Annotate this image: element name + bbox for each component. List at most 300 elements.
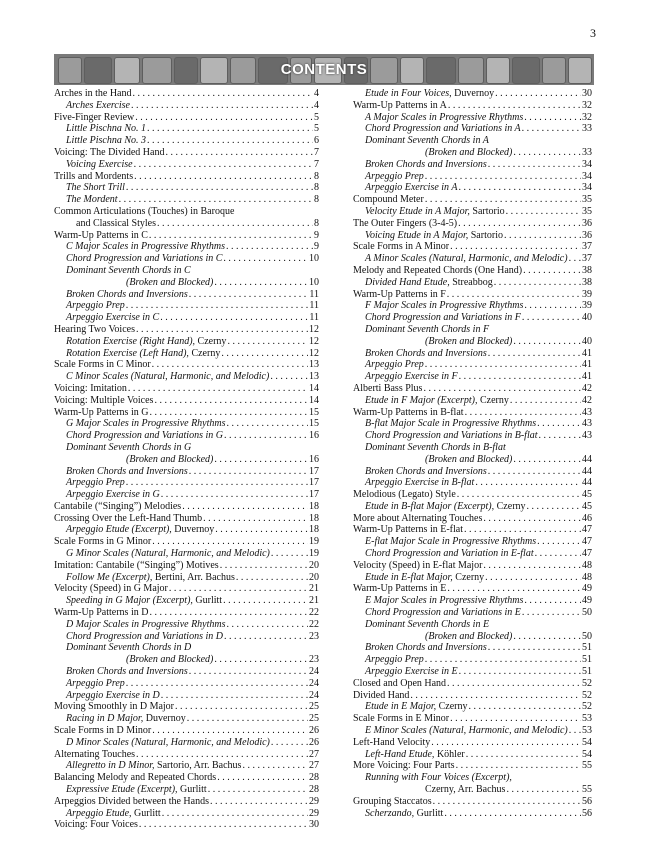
toc-entry-title-text: Melody and Repeated Chords (One Hand) — [353, 264, 523, 276]
dot-leader — [214, 654, 308, 666]
dot-leader — [524, 595, 581, 607]
toc-entry-title — [365, 808, 443, 820]
toc-entry-page: 34 — [582, 182, 592, 194]
toc-entry — [353, 430, 592, 442]
toc-entry-title-text: Voicing: Imitation — [54, 382, 127, 394]
toc-entry — [353, 501, 592, 513]
toc-entry-title — [365, 230, 503, 242]
toc-entry-title-italic: Rotation Exercise (Left Hand), — [66, 347, 189, 359]
toc-entry-title-italic: Broken Chords and Inversions — [365, 347, 487, 359]
toc-entry — [353, 336, 592, 348]
toc-entry-page: 41 — [582, 347, 592, 359]
toc-entry-page: 28 — [309, 784, 319, 796]
toc-entry — [353, 194, 592, 206]
toc-entry-title-text: Duvernoy — [171, 524, 215, 536]
toc-entry-title — [425, 147, 512, 159]
dot-leader — [227, 619, 308, 631]
toc-entry — [54, 548, 319, 560]
toc-entry — [353, 171, 592, 183]
toc-entry-page: 41 — [582, 359, 592, 371]
toc-entry-title — [365, 430, 538, 442]
toc-entry — [353, 289, 592, 301]
toc-entry-title-text: Cantabile (“Singing”) Melodies — [54, 500, 182, 512]
toc-entry-title-text: Czerny — [452, 571, 485, 583]
toc-entry-page: 48 — [582, 559, 592, 571]
contents-banner — [54, 54, 594, 85]
dot-leader — [149, 407, 308, 419]
toc-entry — [54, 572, 319, 584]
toc-entry-title-italic: D Major Scales in Progressive Rhythms — [66, 618, 226, 630]
toc-entry — [353, 513, 592, 525]
toc-entry-page: 16 — [309, 430, 319, 442]
toc-entry-page: 14 — [309, 382, 319, 394]
toc-entry-title — [353, 713, 449, 725]
toc-entry-title — [353, 241, 449, 253]
toc-entry — [353, 418, 592, 430]
toc-entry-title-italic: Arpeggio Prep — [365, 654, 424, 666]
toc-entry-title — [353, 383, 422, 395]
dot-leader — [226, 241, 313, 253]
toc-entry-title-italic: Etude in E-flat Major, — [365, 571, 453, 583]
toc-entry-title-text: Arches in the Hand — [54, 88, 132, 99]
toc-entry-page: 51 — [582, 642, 592, 654]
toc-entry-title — [54, 536, 151, 548]
toc-entry-title — [365, 312, 521, 324]
toc-entry-title-italic: E Major Scales in Progressive Rhythms — [365, 595, 524, 607]
dot-leader — [136, 324, 308, 336]
toc-entry — [54, 312, 319, 324]
toc-entry-title — [365, 418, 536, 430]
toc-entry-title-italic: D Minor Scales (Natural, Harmonic, and Melodic) — [66, 736, 270, 748]
toc-entry-title-italic: Arches Exercise — [66, 99, 130, 111]
toc-entry-page: 40 — [582, 335, 592, 347]
dot-leader — [161, 489, 308, 501]
toc-entry — [54, 631, 319, 643]
toc-entry — [353, 701, 592, 713]
toc-entry-title-text: Sartorio, Arr. Bachus — [154, 760, 242, 772]
toc-entry-title-italic: Broken Chords and Inversions — [66, 465, 188, 477]
toc-entry-page: 20 — [309, 571, 319, 583]
toc-entry — [54, 88, 319, 100]
toc-entry — [353, 713, 592, 725]
toc-entry-page: 14 — [309, 394, 319, 406]
toc-entry-page: 56 — [582, 807, 592, 819]
toc-entry-title-text: Streabbog — [449, 276, 493, 288]
toc-entry — [353, 300, 592, 312]
toc-entry-title-italic: A Major Scales in Progressive Rhythms — [365, 111, 524, 123]
toc-entry-page: 20 — [309, 559, 319, 571]
toc-entry-title-text: Divided Hand — [353, 689, 410, 701]
toc-entry — [353, 442, 592, 454]
toc-entry-title — [365, 619, 489, 631]
toc-entry-title-italic: Velocity Etude in A Major, — [365, 205, 470, 217]
toc-entry — [54, 289, 319, 301]
toc-entry-page: 9 — [314, 241, 319, 253]
toc-entry-title-italic: A Minor Scales (Natural, Harmonic, and Melodic) — [365, 253, 568, 265]
toc-entry — [54, 112, 319, 124]
dot-leader — [119, 194, 313, 206]
dot-leader — [522, 312, 581, 324]
toc-entry-page: 27 — [309, 760, 319, 772]
dot-leader — [537, 418, 581, 430]
toc-entry-page: 11 — [309, 288, 319, 300]
toc-entry-title — [54, 230, 148, 242]
dot-leader — [488, 642, 581, 654]
toc-entry — [353, 690, 592, 702]
toc-entry-title — [54, 206, 234, 218]
toc-entry — [353, 112, 592, 124]
dot-leader — [522, 607, 581, 619]
toc-entry — [54, 524, 319, 536]
dot-leader — [483, 513, 581, 525]
dot-leader — [132, 88, 313, 100]
toc-entry — [54, 678, 319, 690]
toc-entry-title — [66, 466, 188, 478]
toc-entry-title-text: Scale Forms in C Minor — [54, 359, 151, 371]
toc-entry-title — [66, 737, 270, 749]
dot-leader — [527, 501, 581, 513]
dot-leader — [215, 524, 308, 536]
toc-entry-title — [66, 182, 125, 194]
dot-leader — [524, 300, 581, 312]
toc-entry-title-italic: Left-Hand Etude, — [365, 748, 435, 760]
toc-entry — [54, 230, 319, 242]
toc-entry-title-italic: Etude in F Major (Excerpt), — [365, 394, 478, 406]
toc-entry-title-italic: (Broken and Blocked) — [425, 453, 513, 465]
toc-entry-title-italic: Arpeggio Prep — [66, 677, 125, 689]
toc-entry-title-text: Closed and Open Hand — [353, 677, 447, 689]
toc-entry — [353, 359, 592, 371]
dot-leader — [161, 690, 308, 702]
toc-entry-title-italic: Chord Progression and Variation in E-flat — [365, 548, 534, 560]
toc-entry-page: 42 — [582, 382, 592, 394]
toc-entry — [54, 194, 319, 206]
toc-entry — [353, 241, 592, 253]
toc-entry-page: 13 — [309, 359, 319, 371]
toc-entry — [353, 725, 592, 737]
toc-entry-title-italic: Dominant Seventh Chords in E — [365, 618, 490, 630]
toc-entry-title-text: Duvernoy — [143, 713, 186, 725]
dot-leader — [466, 749, 581, 761]
toc-entry-title — [66, 595, 222, 607]
toc-entry-title — [66, 713, 186, 725]
toc-entry — [353, 678, 592, 690]
toc-entry-page: 52 — [582, 689, 592, 701]
toc-entry-title — [365, 595, 523, 607]
toc-entry-page: 7 — [314, 158, 319, 170]
toc-entry-page: 43 — [582, 418, 592, 430]
toc-entry-title-italic: Expressive Etude (Excerpt), — [66, 784, 178, 796]
dot-leader — [431, 737, 581, 749]
toc-entry-title — [365, 300, 523, 312]
dot-leader — [450, 241, 581, 253]
dot-leader — [513, 336, 581, 348]
toc-entry-title-text: More about Alternating Touches — [353, 512, 483, 524]
toc-entry-title-text: Warm-Up Patterns in A — [353, 99, 447, 111]
toc-entry-title-italic: Chord Progression and Variations in G — [66, 430, 223, 442]
toc-entry-page: 44 — [582, 465, 592, 477]
toc-entry-page: 10 — [309, 276, 319, 288]
toc-entry-title — [365, 772, 512, 784]
dot-leader — [425, 194, 581, 206]
toc-entry-page: 30 — [582, 88, 592, 99]
toc-entry-page: 45 — [582, 489, 592, 501]
dot-leader — [152, 359, 308, 371]
toc-entry — [353, 654, 592, 666]
toc-entry — [54, 407, 319, 419]
toc-entry-page: 54 — [582, 736, 592, 748]
toc-entry-page: 26 — [309, 725, 319, 737]
toc-entry-page: 27 — [309, 748, 319, 760]
toc-entry-title-italic: Rotation Exercise (Right Hand), — [66, 335, 196, 347]
toc-entry — [353, 784, 592, 796]
dot-leader — [270, 371, 308, 383]
toc-entry-title-italic: Etude in E Major, — [365, 701, 437, 713]
toc-entry-title — [66, 336, 226, 348]
dot-leader — [203, 513, 308, 525]
toc-entry-title — [66, 631, 223, 643]
toc-entry-title — [365, 536, 536, 548]
toc-entry-title-italic: G Minor Scales (Natural, Harmonic, and Melodic) — [66, 548, 270, 560]
toc-entry-title-italic: Arpeggio Etude, — [66, 807, 132, 819]
toc-entry-page: 38 — [582, 264, 592, 276]
toc-entry-title — [66, 760, 241, 772]
toc-entry-page: 39 — [582, 300, 592, 312]
toc-entry — [353, 218, 592, 230]
toc-entry-title — [66, 524, 214, 536]
dot-leader — [175, 701, 308, 713]
toc-entry — [54, 583, 319, 595]
toc-entry — [353, 265, 592, 277]
toc-entry-page: 5 — [314, 111, 319, 123]
dot-leader — [425, 654, 581, 666]
toc-entry-title — [353, 690, 409, 702]
toc-entry-title-text: Gurlitt — [177, 784, 207, 796]
toc-entry-title — [66, 312, 159, 324]
toc-entry-title-text: Scale Forms in A Minor — [353, 241, 450, 253]
toc-entry — [353, 395, 592, 407]
toc-entry — [353, 536, 592, 548]
dot-leader — [475, 477, 581, 489]
dot-leader — [162, 808, 308, 820]
toc-entry-title — [54, 819, 138, 831]
toc-entry — [353, 147, 592, 159]
toc-entry — [353, 123, 592, 135]
toc-entry-title — [353, 289, 446, 301]
dot-leader — [189, 289, 309, 301]
toc-entry-page: 43 — [582, 430, 592, 442]
toc-entry-title — [54, 112, 134, 124]
dot-leader — [169, 583, 308, 595]
toc-entry-page: 38 — [582, 276, 592, 288]
toc-entry — [353, 407, 592, 419]
toc-entry-title-text: Alberti Bass Plus — [353, 382, 423, 394]
toc-entry-title — [365, 749, 465, 761]
toc-entry-title-italic: Broken Chords and Inversions — [66, 666, 188, 678]
toc-entry-title-text: Bertini, Arr. Bachus — [152, 571, 235, 583]
toc-entry-title-text: Gurlitt — [414, 807, 444, 819]
dot-leader — [221, 348, 308, 360]
toc-entry — [54, 595, 319, 607]
toc-entry-title — [66, 159, 133, 171]
toc-entry-title-italic: Follow Me (Excerpt), — [66, 571, 153, 583]
dot-leader — [483, 560, 581, 572]
toc-entry — [353, 182, 592, 194]
toc-entry-title — [66, 619, 226, 631]
toc-entry-title — [365, 607, 521, 619]
toc-entry — [353, 737, 592, 749]
toc-entry — [353, 466, 592, 478]
dot-leader — [126, 678, 308, 690]
dot-leader — [220, 560, 308, 572]
toc-entry — [54, 536, 319, 548]
toc-entry-page: 24 — [309, 666, 319, 678]
toc-entry-title-text: Köhler — [434, 748, 465, 760]
dot-leader — [214, 454, 308, 466]
toc-entry-title-italic: The Mordent — [66, 194, 118, 206]
toc-entry-page: 12 — [309, 323, 319, 335]
dot-leader — [224, 430, 308, 442]
toc-entry-title — [66, 123, 146, 135]
toc-entry-title — [425, 784, 505, 796]
toc-entry-page: 35 — [582, 205, 592, 217]
toc-entry-page: 8 — [314, 170, 319, 182]
toc-entry — [353, 760, 592, 772]
toc-entry — [54, 466, 319, 478]
toc-entry — [353, 548, 592, 560]
toc-entry-page: 10 — [309, 253, 319, 265]
toc-entry-page: 25 — [309, 701, 319, 713]
toc-entry-page: 22 — [309, 607, 319, 619]
toc-entry-page: 36 — [582, 229, 592, 241]
toc-entry-title — [54, 88, 131, 100]
dot-leader — [147, 135, 313, 147]
toc-entry-page: 15 — [309, 418, 319, 430]
dot-leader — [160, 312, 308, 324]
toc-entry-page: 6 — [314, 135, 319, 147]
dot-leader — [149, 607, 308, 619]
toc-entry-title — [365, 548, 534, 560]
dot-leader — [535, 548, 581, 560]
toc-entry — [54, 265, 319, 277]
toc-entry-title-italic: Dominant Seventh Chords in G — [66, 441, 192, 453]
dot-leader — [459, 371, 581, 383]
toc-entry — [353, 383, 592, 395]
toc-entry-page: 45 — [582, 500, 592, 512]
dot-leader — [485, 572, 581, 584]
toc-entry-page: 4 — [314, 88, 319, 99]
toc-entry-title — [66, 808, 161, 820]
toc-entry — [353, 619, 592, 631]
toc-entry-page: 35 — [582, 194, 592, 206]
toc-entry-title-text: Gurlitt — [192, 595, 223, 607]
toc-entry-title-text: Balancing Melody and Repeated Chords — [54, 772, 217, 784]
toc-entry-title — [365, 135, 489, 147]
toc-entry-page: 47 — [582, 536, 592, 548]
dot-leader — [224, 631, 308, 643]
toc-entry-title — [365, 359, 424, 371]
toc-entry — [54, 477, 319, 489]
toc-entry-page: 55 — [582, 760, 592, 772]
dot-leader — [423, 383, 581, 395]
toc-entry-page: 25 — [309, 713, 319, 725]
dot-leader — [469, 701, 582, 713]
toc-entry-page: 22 — [309, 618, 319, 630]
toc-entry-title-text: Alternating Touches — [54, 748, 136, 760]
toc-entry-title-italic: Arpeggio Exercise in B-flat — [365, 477, 475, 489]
toc-entry-title-text: The Outer Fingers (3-4-5) — [353, 217, 458, 229]
toc-entry-title-text: Voicing: Four Voices — [54, 819, 138, 831]
toc-entry-title-italic: Arpeggio Prep — [66, 300, 125, 312]
toc-entry-page: 54 — [582, 748, 592, 760]
toc-entry-page: 18 — [309, 512, 319, 524]
toc-entry-title-italic: (Broken and Blocked) — [425, 630, 513, 642]
toc-entry-page: 50 — [582, 607, 592, 619]
toc-entry-page: 17 — [309, 477, 319, 489]
toc-entry-title — [54, 324, 135, 336]
toc-entry-title — [365, 572, 484, 584]
dot-leader — [217, 772, 308, 784]
toc-entry — [54, 324, 319, 336]
dot-leader — [448, 100, 581, 112]
toc-entry — [353, 642, 592, 654]
dot-leader — [539, 430, 581, 442]
toc-entry-title-italic: Divided Hand Etude, — [365, 276, 450, 288]
toc-entry — [353, 572, 592, 584]
dot-leader — [271, 548, 308, 560]
toc-entry — [54, 737, 319, 749]
dot-leader — [459, 666, 581, 678]
toc-entry-title-text: Czerny — [188, 347, 221, 359]
dot-leader — [513, 631, 581, 643]
toc-entry-title-italic: Arpeggio Prep — [365, 170, 424, 182]
toc-entry-page: 24 — [309, 677, 319, 689]
toc-entry-title-italic: Dominant Seventh Chords in A — [365, 135, 489, 147]
toc-entry-title-italic: Arpeggio Prep — [66, 477, 125, 489]
dot-leader — [139, 819, 308, 831]
toc-entry — [353, 135, 592, 147]
toc-entry-title — [365, 171, 424, 183]
toc-entry-title — [353, 583, 446, 595]
toc-entry-title — [365, 654, 424, 666]
toc-entry-title-italic: Broken Chords and Inversions — [365, 642, 487, 654]
toc-entry — [353, 772, 592, 784]
dot-leader — [504, 230, 581, 242]
dot-leader — [425, 171, 581, 183]
dot-leader — [271, 737, 308, 749]
toc-entry-title-text: Czerny, Arr. Bachus — [425, 784, 506, 796]
dot-leader — [569, 725, 581, 737]
toc-entry-page: 17 — [309, 465, 319, 477]
toc-entry-page: 28 — [309, 772, 319, 784]
dot-leader — [147, 123, 313, 135]
toc-entry-title — [365, 725, 568, 737]
toc-entry-title — [66, 289, 188, 301]
dot-leader — [506, 784, 581, 796]
toc-entry-title-text: Common Articulations (Touches) in Baroque — [54, 205, 235, 217]
dot-leader — [569, 253, 581, 265]
toc-entry — [353, 253, 592, 265]
dot-leader — [149, 230, 313, 242]
toc-entry — [54, 277, 319, 289]
toc-entry-title-text: Grouping Staccatos — [353, 795, 432, 807]
toc-entry-title-italic: Voicing Exercise — [66, 158, 133, 170]
toc-entry-title-italic: Arpeggio Exercise in G — [66, 489, 160, 501]
toc-entry-page: 56 — [582, 795, 592, 807]
dot-leader — [510, 395, 581, 407]
toc-entry-title — [66, 371, 269, 383]
toc-entry-page: 34 — [582, 170, 592, 182]
